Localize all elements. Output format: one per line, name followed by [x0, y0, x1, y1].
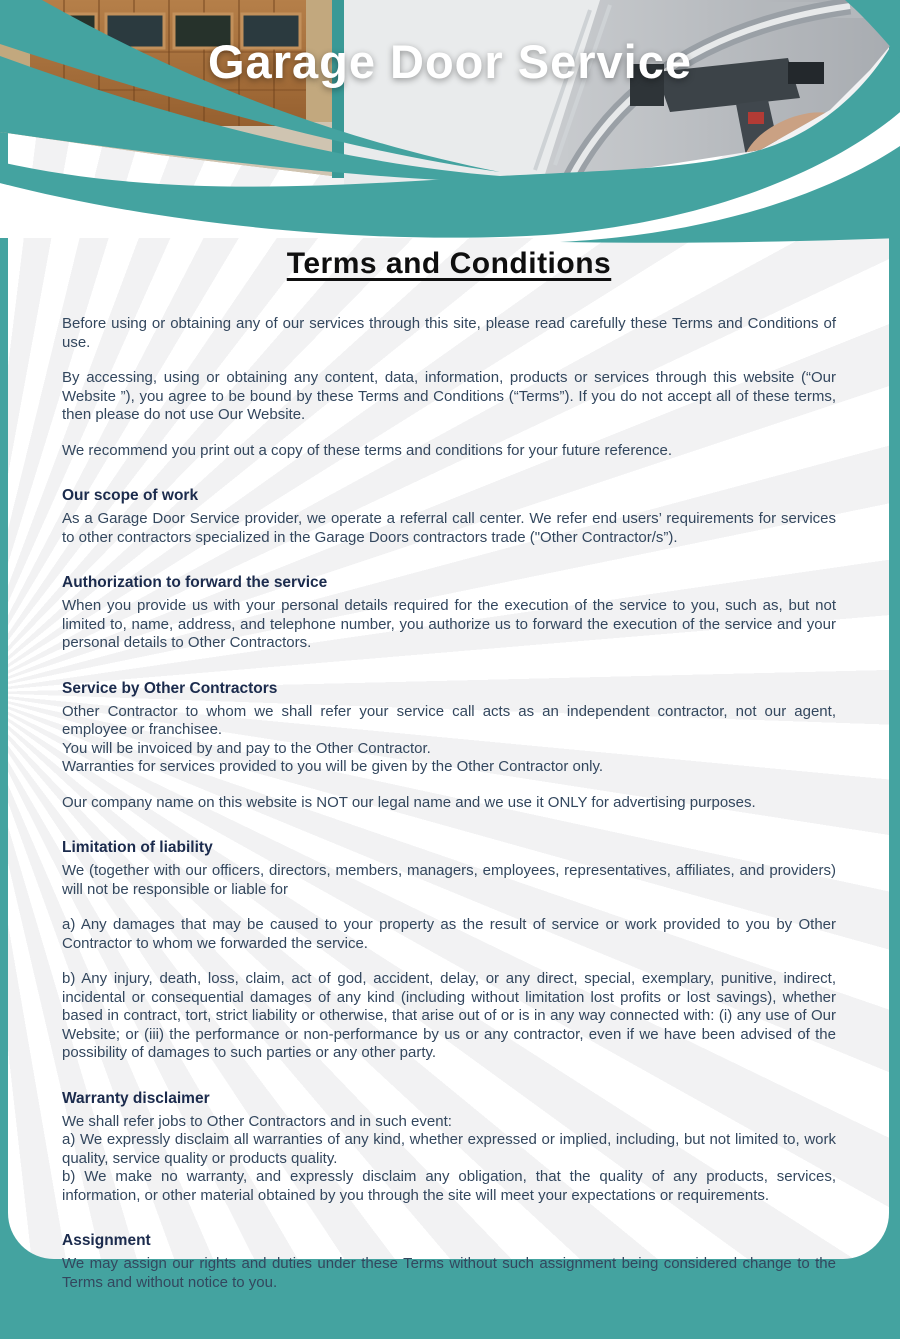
paragraph: We shall refer jobs to Other Contractors and in such event: a) We expressly disclaim all warranties of any kind, whether expressed or implied, including, but not limited to, work quality, service quality or products quality. b) We make no warranty, and expressly disclaim any obligation, that the quality of any products, services, information, or other material obtained by you through the site will meet your expectations or requirements.	[62, 1112, 836, 1204]
paragraph: Before using or obtaining any of our services through this site, please read carefully these Terms and Conditions of use.	[62, 315, 836, 351]
section-heading: Service by Other Contractors	[62, 679, 278, 697]
page-header	[0, 0, 900, 238]
section-heading: Our scope of work	[62, 487, 199, 504]
photo-divider	[332, 0, 344, 178]
section-body	[62, 703, 836, 813]
paragraph: Our company name on this website is NOT our legal name and we use it ONLY for advertising purposes.	[62, 793, 756, 811]
paragraph: When you provide us with your personal details required for the execution of the service to you, such as, but not limited to, name, address, and telephone number, you authorize us to forward the execution of the service and your personal details to Other Contractors.	[62, 597, 836, 651]
document-title: Terms and Conditions	[286, 247, 612, 280]
section	[62, 679, 836, 813]
section-body	[62, 862, 836, 1063]
paragraph: Other Contractor to whom we shall refer your service call acts as an independent contractor, not our agent, employee or franchisee. You will be invoiced by and pay to the Other Contractor. Warranties for services provided to you will be given by the Other Contractor only.	[62, 702, 836, 775]
paragraph: We may assign our rights and duties under these Terms without such assignment being considered change to the Terms and without notice to you.	[62, 1255, 836, 1291]
intro	[62, 315, 836, 460]
paragraph: We recommend you print out a copy of these terms and conditions for your future reference.	[62, 441, 673, 459]
paragraph: By accessing, using or obtaining any content, data, information, products or services through this website (“Our Website ”), you agree to be bound by these Terms and Conditions (“Terms”). If you do not accept all of these terms, then please do not use Our Website.	[62, 369, 836, 423]
section-body	[62, 510, 836, 547]
section-body	[62, 1113, 836, 1206]
section	[62, 1089, 836, 1206]
paragraph: b) Any injury, death, loss, claim, act of god, accident, delay, or any direct, special, exemplary, punitive, indirect, incidental or consequential damages of any kind (including without limitation lost profits or lost savings), whether based in contract, tort, strict liability or otherwise, that arise out of or is in any way connected with: (i) any use of Our Website; or (iii) the performance or non-performance by us or any contractor, even if we have been advised of the possibility of damages to such parties or any other party.	[62, 970, 836, 1061]
section	[62, 1231, 836, 1292]
section-heading: Assignment	[62, 1232, 151, 1249]
section	[62, 486, 836, 547]
section	[62, 573, 836, 653]
sections	[62, 486, 836, 1292]
section	[62, 838, 836, 1063]
paragraph: a) Any damages that may be caused to your property as the result of service or work provided to you by Other Contractor to whom we forwarded the service.	[62, 916, 836, 952]
paragraph: As a Garage Door Service provider, we operate a referral call center. We refer end users’ requirements for services to other contractors specialized in the Garage Doors contractors trade ("Other Contractor/s”).	[62, 510, 836, 546]
section-heading: Warranty disclaimer	[62, 1089, 210, 1107]
section-heading: Authorization to forward the service	[62, 574, 328, 591]
section-body	[62, 1255, 836, 1292]
section-body	[62, 597, 836, 653]
header-title: Garage Door Service	[208, 35, 692, 88]
section-heading: Limitation of liability	[62, 839, 213, 856]
paragraph: We (together with our officers, directors, members, managers, employees, representatives, affiliates, and providers) will not be responsible or liable for	[62, 862, 836, 898]
